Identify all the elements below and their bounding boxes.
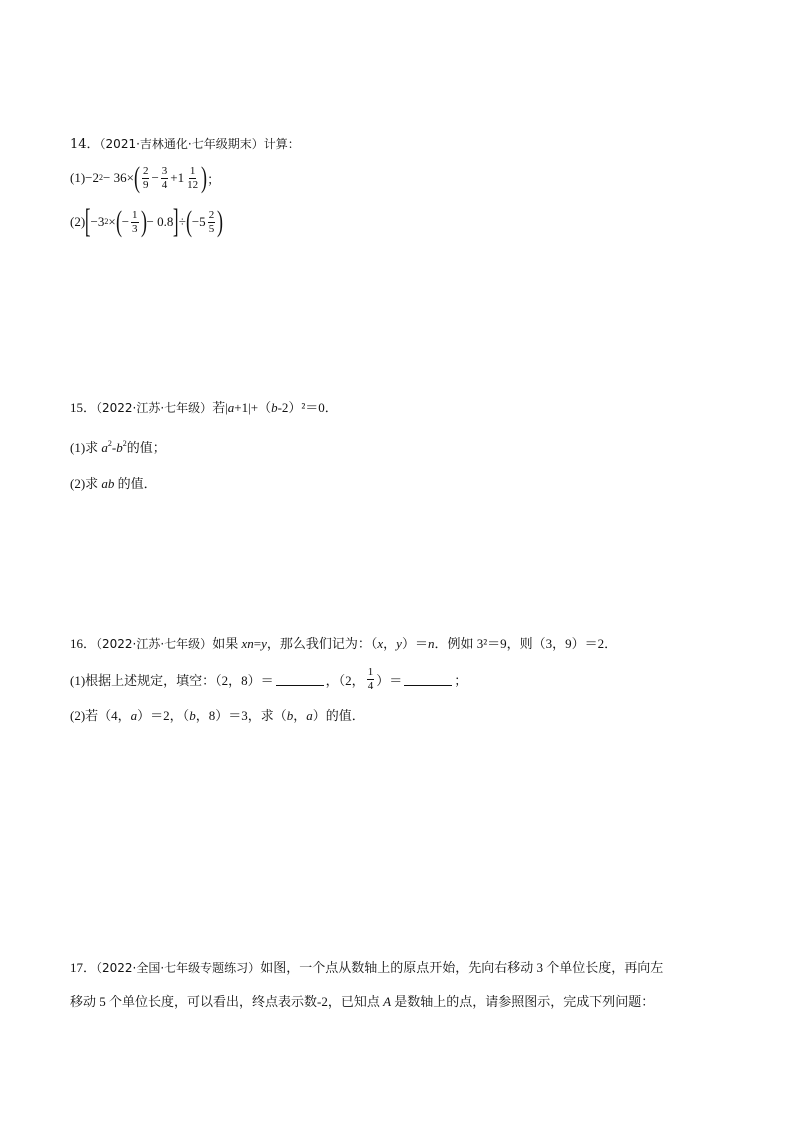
expression-term: − 0.8 (146, 214, 174, 229)
operator: ÷ (178, 214, 186, 229)
fraction: $\frac{3}{4}$ (161, 164, 168, 191)
q16-part-1: (1)根据上述规定，填空：（2，8）＝ ，（2， $\frac{1}{4}$ ）＝ ； (70, 665, 468, 692)
fraction: $\frac{1}{4}$ (367, 665, 374, 692)
fraction: $\frac{2}{5}$ (208, 208, 215, 235)
q14-part-1: (1) −2 2 − 36× ( $\frac{2}{9}$ − $\frac{3}{4}$ +1 $\frac{1}{12}$ ) ； (70, 161, 221, 194)
expression-term: +1 (170, 170, 185, 185)
answer-blank[interactable] (404, 673, 452, 686)
question-number: 14． (70, 137, 100, 152)
question-source: （2022·江苏·七年级） (96, 637, 213, 651)
part-label: (2) (70, 214, 86, 229)
operator: − (121, 214, 130, 229)
question-number: 17． (70, 960, 97, 975)
question-number: 15． (70, 400, 97, 415)
answer-blank[interactable] (276, 673, 324, 686)
question-source: （2022·全国·七年级专题练习） (96, 961, 261, 975)
question-17-line-1: 17．（2022·全国·七年级专题练习）如图，一个点从数轴上的原点开始，先向右移动 3 个单位长度，再向左 (70, 960, 664, 975)
right-bracket: ] (173, 203, 179, 240)
left-paren: ( (133, 161, 140, 194)
left-bracket: [ (85, 203, 91, 240)
q15-part-1: (1)求 $a^2-b^2$的值； (70, 439, 166, 455)
expression-term: − 36× (103, 170, 134, 185)
question-17 (70, 958, 734, 1012)
question-source: （2021·吉林通化·七年级期末）计算： (99, 137, 300, 151)
question-15-stem: 15．（2022·江苏·七年级）若|a+1|+（b-2）²＝0． (70, 400, 338, 415)
fraction: $\frac{2}{9}$ (142, 164, 149, 191)
part-label: (1) (70, 170, 86, 185)
fraction: $\frac{1}{12}$ (187, 164, 199, 191)
right-paren: ) (140, 205, 147, 238)
fraction: $\frac{1}{3}$ (132, 208, 138, 235)
question-source: （2022·江苏·七年级） (96, 401, 213, 415)
left-paren: ( (185, 205, 192, 238)
q16-part-2: (2)若（4，a）＝2，（b，8）＝3，求（b，a）的值． (70, 708, 365, 723)
operator: − (151, 170, 159, 185)
punctuation: ； (207, 171, 221, 187)
question-15 (70, 398, 734, 494)
operator: × (108, 214, 116, 229)
question-16-stem: 16．（2022·江苏·七年级）如果 xn=y，那么我们记为：（x，y）＝n．例如 3²＝9，则（3，9）＝2． (70, 636, 618, 651)
question-14-stem (70, 134, 734, 155)
question-16 (70, 634, 734, 726)
left-paren: ( (115, 205, 122, 238)
question-14 (70, 134, 734, 239)
question-17-line-2: 移动 5 个单位长度，可以看出，终点表示数-2，已知点 A 是数轴上的点，请参照图示，完成下列问题： (70, 994, 655, 1009)
q15-part-2: (2)求 ab 的值． (70, 476, 157, 491)
expression-term: −5 (191, 214, 206, 229)
expression-term: −2 (85, 170, 100, 185)
expression-term: −3 (90, 214, 105, 229)
right-paren: ) (217, 205, 224, 238)
q14-part-2: (2) [ −3 2 × ( − $\frac{1}{3}$ ) − 0.8 ] ÷ ( −5 $\frac{2}{5}$ ) (70, 203, 224, 240)
question-number: 16． (70, 636, 97, 651)
right-paren: ) (201, 161, 208, 194)
